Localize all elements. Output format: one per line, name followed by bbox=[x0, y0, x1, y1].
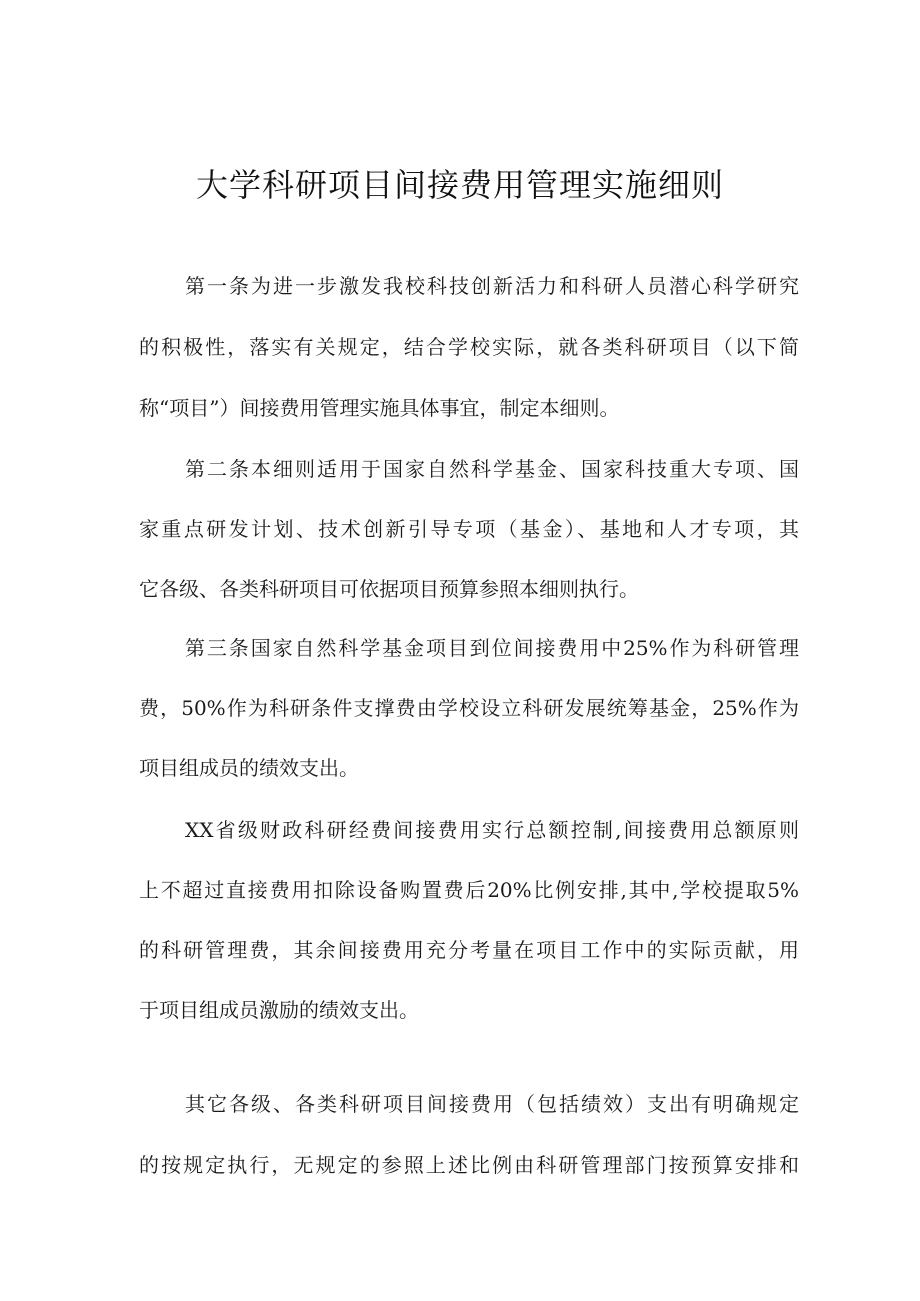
paragraph-line: 的按规定执行，无规定的参照上述比例由科研管理部门按预算安排和 bbox=[139, 1153, 799, 1177]
paragraph-line: 它各级、各类科研项目可依据项目预算参照本细则执行。 bbox=[139, 577, 639, 601]
document-title: 大学科研项目间接费用管理实施细则 bbox=[195, 166, 724, 204]
paragraph-line: 费，50%作为科研条件支撑费由学校设立科研发展统筹基金，25%作为 bbox=[139, 696, 799, 720]
paragraph-line: XX省级财政科研经费间接费用实行总额控制,间接费用总额原则 bbox=[185, 818, 799, 842]
paragraph-line: 家重点研发计划、技术创新引导专项（基金）、基地和人才专项，其 bbox=[139, 517, 799, 541]
paragraph-line: 于项目组成员激励的绩效支出。 bbox=[139, 998, 419, 1022]
paragraph-line: 第三条国家自然科学基金项目到位间接费用中25%作为科研管理 bbox=[185, 636, 799, 660]
paragraph-line: 上不超过直接费用扣除设备购置费后20%比例安排,其中,学校提取5% bbox=[139, 878, 799, 902]
paragraph-line: 项目组成员的绩效支出。 bbox=[139, 756, 359, 780]
paragraph-line: 第一条为进一步激发我校科技创新活力和科研人员潜心科学研究 bbox=[185, 274, 799, 298]
paragraph-line: 其它各级、各类科研项目间接费用（包括绩效）支出有明确规定 bbox=[185, 1092, 799, 1116]
paragraph-line: 第二条本细则适用于国家自然科学基金、国家科技重大专项、国 bbox=[185, 457, 799, 481]
paragraph-line: 的科研管理费，其余间接费用充分考量在项目工作中的实际贡献，用 bbox=[139, 938, 799, 962]
paragraph-line: 称“项目”）间接费用管理实施具体事宜，制定本细则。 bbox=[139, 396, 620, 420]
paragraph-line: 的积极性，落实有关规定，结合学校实际，就各类科研项目（以下简 bbox=[139, 335, 799, 359]
